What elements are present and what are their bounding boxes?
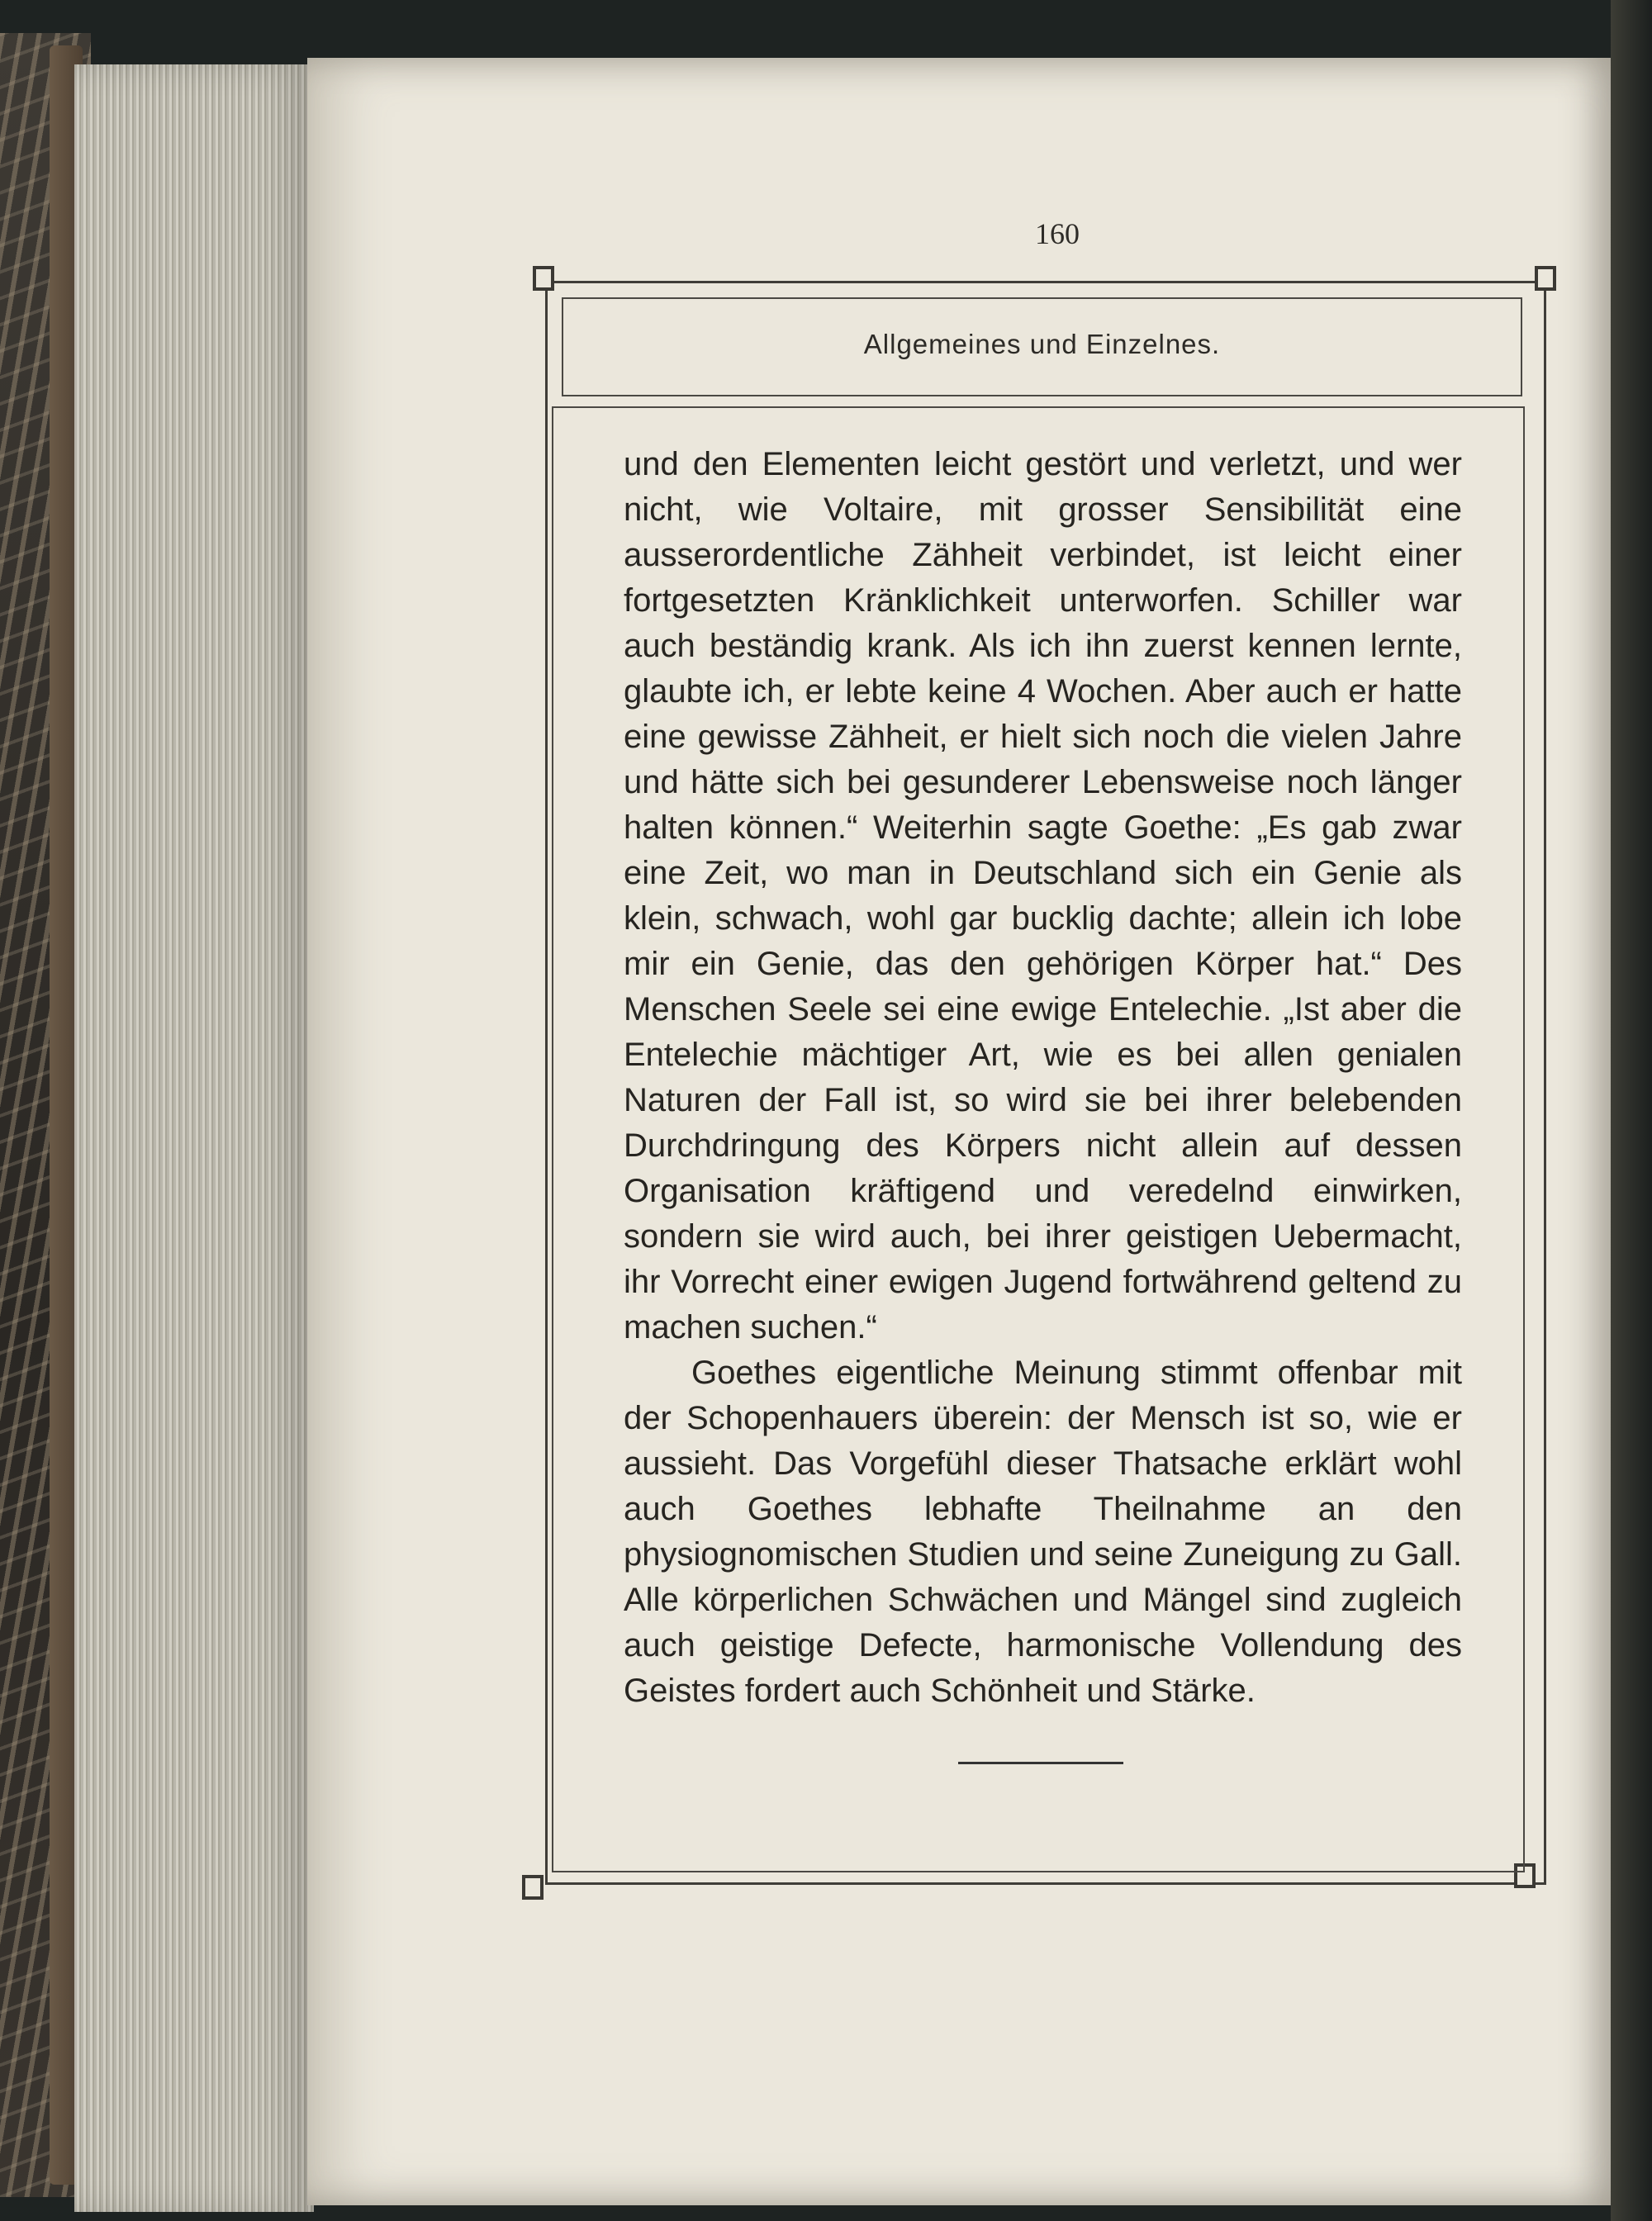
page-number: 160 [1035,217,1080,250]
paragraph: und den Elementen leicht gestört und verletzt, und wer nicht, wie Voltaire, mit grosser Sensibilität eine ausserordentliche Zähheit verbindet, ist leicht einer fortgesetzten Kränklichkeit unterworfen. Schiller war auch beständig krank. Als ich ihn zuerst kennen lernte, glaubte ich, er lebte keine 4 Wochen. Aber auch er hatte eine gewisse Zähheit, er hielt sich noch die vielen Jahre und hätte sich bei gesunderer Lebensweise noch länger halten können.“ Weiterhin sagte Goethe: „Es gab zwar eine Zeit, wo man in Deutschland sich ein Genie als klein, schwach, wohl gar bucklig dachte; allein ich lobe mir ein Genie, das den gehörigen Körper hat.“ Des Menschen Seele sei eine ewige Entelechie. „Ist aber die Entelechie mächtiger Art, wie es bei allen genialen Naturen der Fall ist, so wird sie bei ihrer belebenden Durchdringung des Körpers nicht allein auf dessen Organisation kräftigend und veredelnd einwirken, sondern sie wird auch, bei ihrer geistigen Uebermacht, ihr Vorrecht einer ewigen Jugend fortwährend geltend zu machen suchen.“ [624,446,1462,1345]
frame-corner-top-right [1535,266,1556,291]
frame-corner-top-left [533,266,554,291]
frame-corner-bottom-left [522,1875,544,1900]
body-text [624,442,1462,1714]
paragraph: Goethes eigentliche Meinung stimmt offenbar mit der Schopenhauers überein: der Mensch ist so, wie er aussieht. Das Vorgefühl dieser Thatsache erklärt wohl auch Goethes lebhafte Theilnahme an den physiognomischen Studien und seine Zuneigung zu Gall. Alle körperlichen Schwächen und Mängel sind zugleich auch geistige Defecte, harmonische Vollendung des Geistes fordert auch Schönheit und Stärke. [624,1355,1462,1709]
running-header: Allgemeines und Einzelnes. [863,329,1221,359]
page-stack-edges [74,64,314,2212]
right-book-board [1611,0,1652,2221]
end-rule [958,1762,1123,1764]
